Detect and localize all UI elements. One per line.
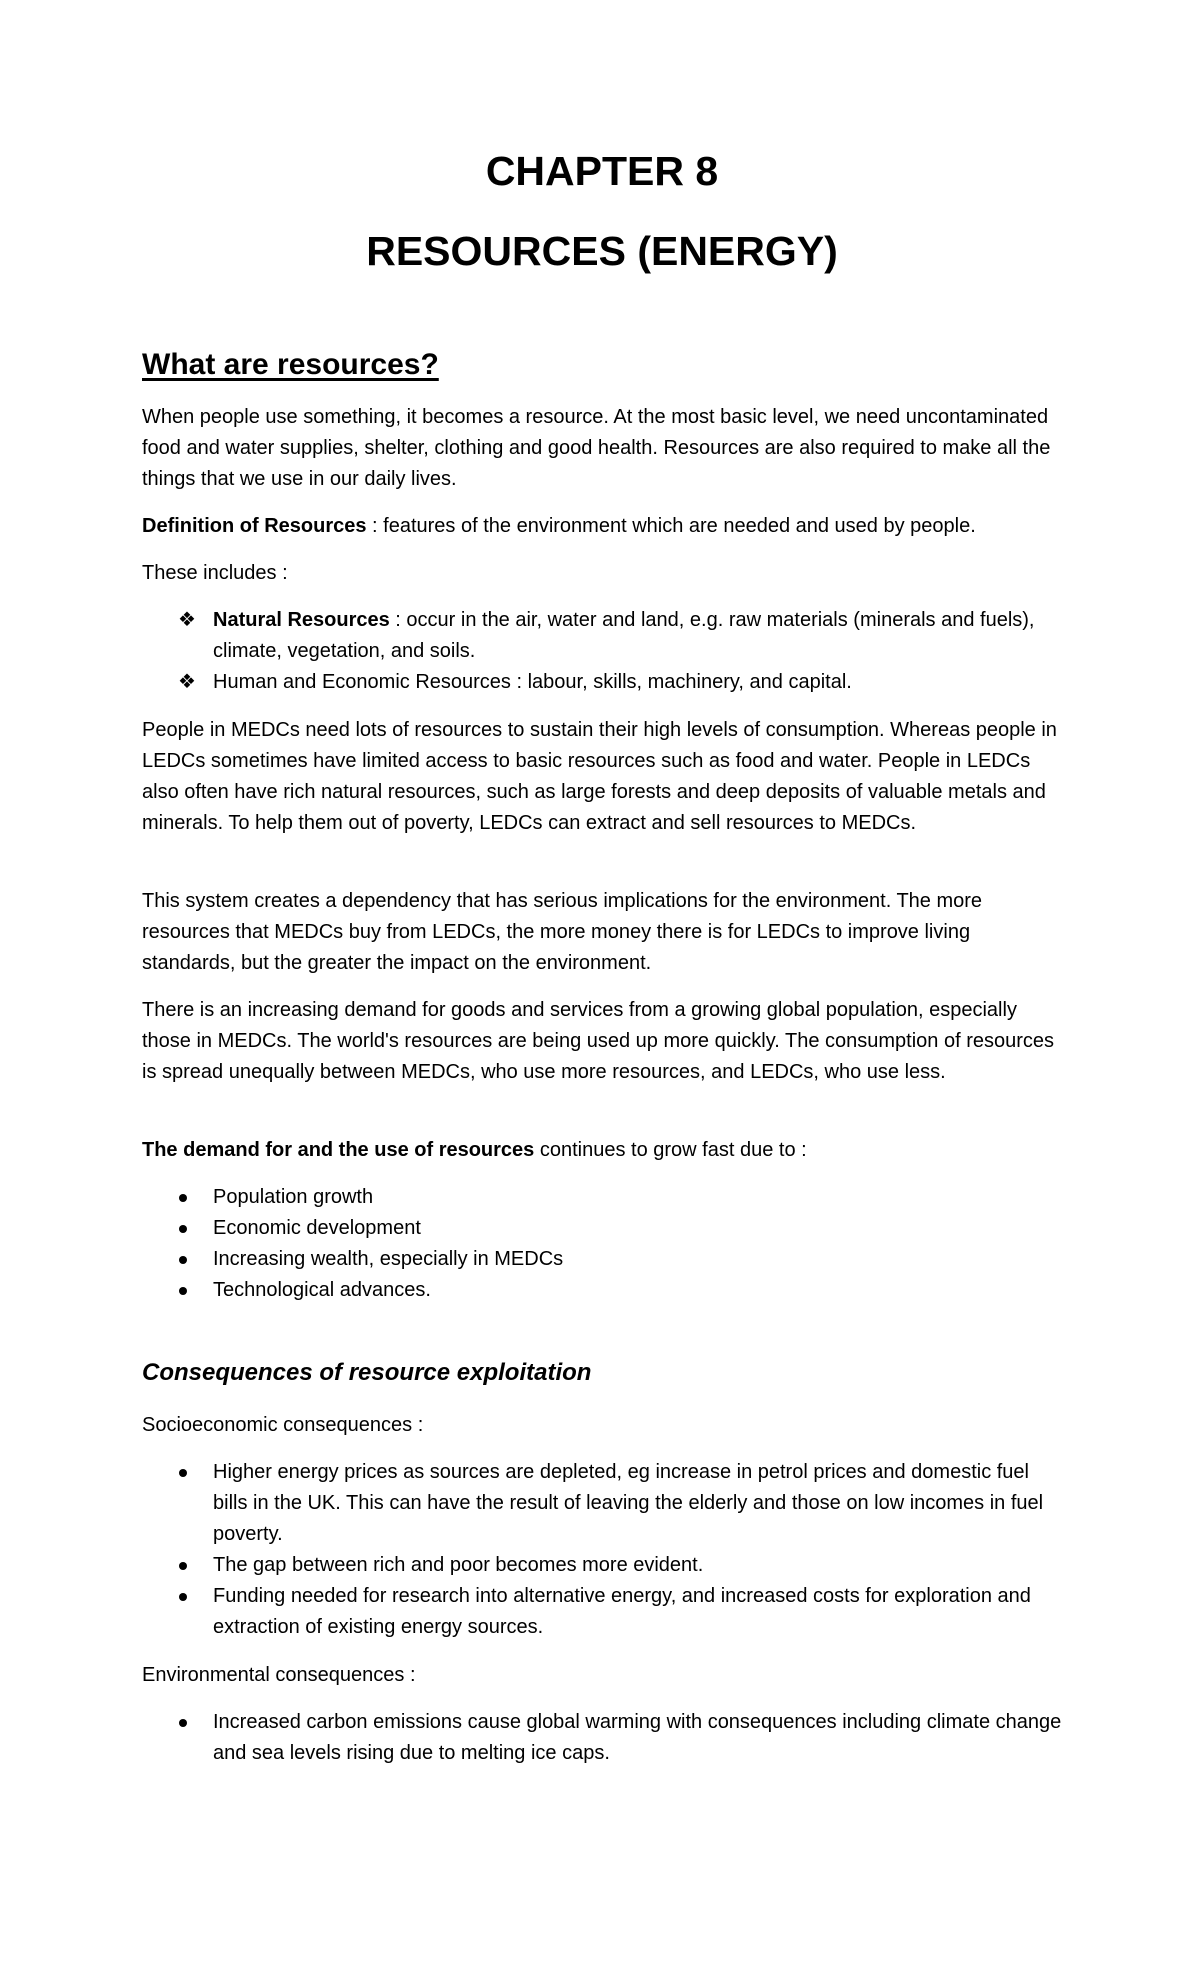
list-item-bold: Natural Resources [213, 609, 390, 631]
list-item [142, 1244, 1068, 1275]
demand-list [142, 1182, 1062, 1306]
list-item-text: Economic development [213, 1217, 421, 1239]
list-item [142, 1581, 1068, 1643]
socioeconomic-list [142, 1457, 1062, 1643]
list-item [142, 1707, 1068, 1769]
includes-label: These includes : [142, 562, 288, 584]
definition-term: Definition of Resources [142, 515, 367, 537]
list-item [142, 667, 1068, 698]
bullet-dot-icon [179, 1719, 187, 1727]
definition-text: : features of the environment which are needed and used by people. [366, 515, 976, 537]
list-item-text: Human and Economic Resources : labour, skills, machinery, and capital. [213, 671, 852, 693]
list-item [142, 1275, 1068, 1306]
demand-paragraph: There is an increasing demand for goods and services from a growing global population, especially those in MEDCs. The world's resources are being used up more quickly. The consumption of resources is spread unequally between MEDCs, who use more resources, and LEDCs, who use less. [142, 999, 1055, 1083]
demand-intro [142, 1135, 1062, 1166]
list-item [142, 1457, 1068, 1550]
diamond-bullet-icon: ❖ [178, 609, 196, 631]
medcs-paragraph: People in MEDCs need lots of resources to sustain their high levels of consumption. Whereas people in LEDCs sometimes have limited access to basic resources such as food and water. People in LEDCs also often have rich natural resources, such as large forests and deep deposits of valuable metals and minerals. To help them out of poverty, LEDCs can extract and sell resources to MEDCs. [142, 719, 1057, 834]
definition-paragraph [142, 511, 1062, 542]
environmental-label: Environmental consequences : [142, 1664, 416, 1686]
socioeconomic-label: Socioeconomic consequences : [142, 1414, 424, 1436]
intro-paragraph: When people use something, it becomes a resource. At the most basic level, we need uncontaminated food and water supplies, shelter, clothing and good health. Resources are also required to make all the things that we use in our daily lives. [142, 406, 1051, 490]
list-item [142, 1213, 1068, 1244]
section-heading-consequences: Consequences of resource exploitation [142, 1359, 592, 1386]
list-item-text: The gap between rich and poor becomes more evident. [213, 1554, 704, 1576]
chapter-number: CHAPTER 8 [485, 148, 719, 194]
bullet-dot-icon [179, 1256, 187, 1264]
list-item-text: : occur in the air, water and land, e.g. raw materials (minerals and fuels), climate, vegetation, and soils. [213, 609, 1035, 662]
bullet-dot-icon [179, 1287, 187, 1295]
list-item [142, 1550, 1068, 1581]
bullet-dot-icon [179, 1469, 187, 1477]
list-item-text: Funding needed for research into alternative energy, and increased costs for exploration and extraction of existing energy sources. [213, 1585, 1031, 1638]
list-item [142, 605, 1068, 667]
section-heading-what-are-resources: What are resources? [142, 348, 439, 381]
list-item-text: Increased carbon emissions cause global warming with consequences including climate change and sea levels rising due to melting ice caps. [213, 1711, 1062, 1764]
bullet-dot-icon [179, 1593, 187, 1601]
list-item-text: Higher energy prices as sources are depleted, eg increase in petrol prices and domestic fuel bills in the UK. This can have the result of leaving the elderly and those on low incomes in fuel poverty. [213, 1461, 1044, 1545]
environmental-list [142, 1707, 1062, 1769]
demand-text: continues to grow fast due to : [534, 1139, 807, 1161]
includes-list [142, 605, 1062, 698]
demand-bold: The demand for and the use of resources [142, 1139, 535, 1161]
list-item-text: Population growth [213, 1186, 374, 1208]
diamond-bullet-icon: ❖ [178, 671, 196, 693]
chapter-title: RESOURCES (ENERGY) [366, 228, 838, 274]
bullet-dot-icon [179, 1194, 187, 1202]
bullet-dot-icon [179, 1562, 187, 1570]
bullet-dot-icon [179, 1225, 187, 1233]
list-item-text: Increasing wealth, especially in MEDCs [213, 1248, 564, 1270]
list-item [142, 1182, 1068, 1213]
list-item-text: Technological advances. [213, 1279, 431, 1301]
dependency-paragraph: This system creates a dependency that has serious implications for the environment. The more resources that MEDCs buy from LEDCs, the more money there is for LEDCs to improve living standards, but the greater the impact on the environment. [142, 890, 983, 974]
